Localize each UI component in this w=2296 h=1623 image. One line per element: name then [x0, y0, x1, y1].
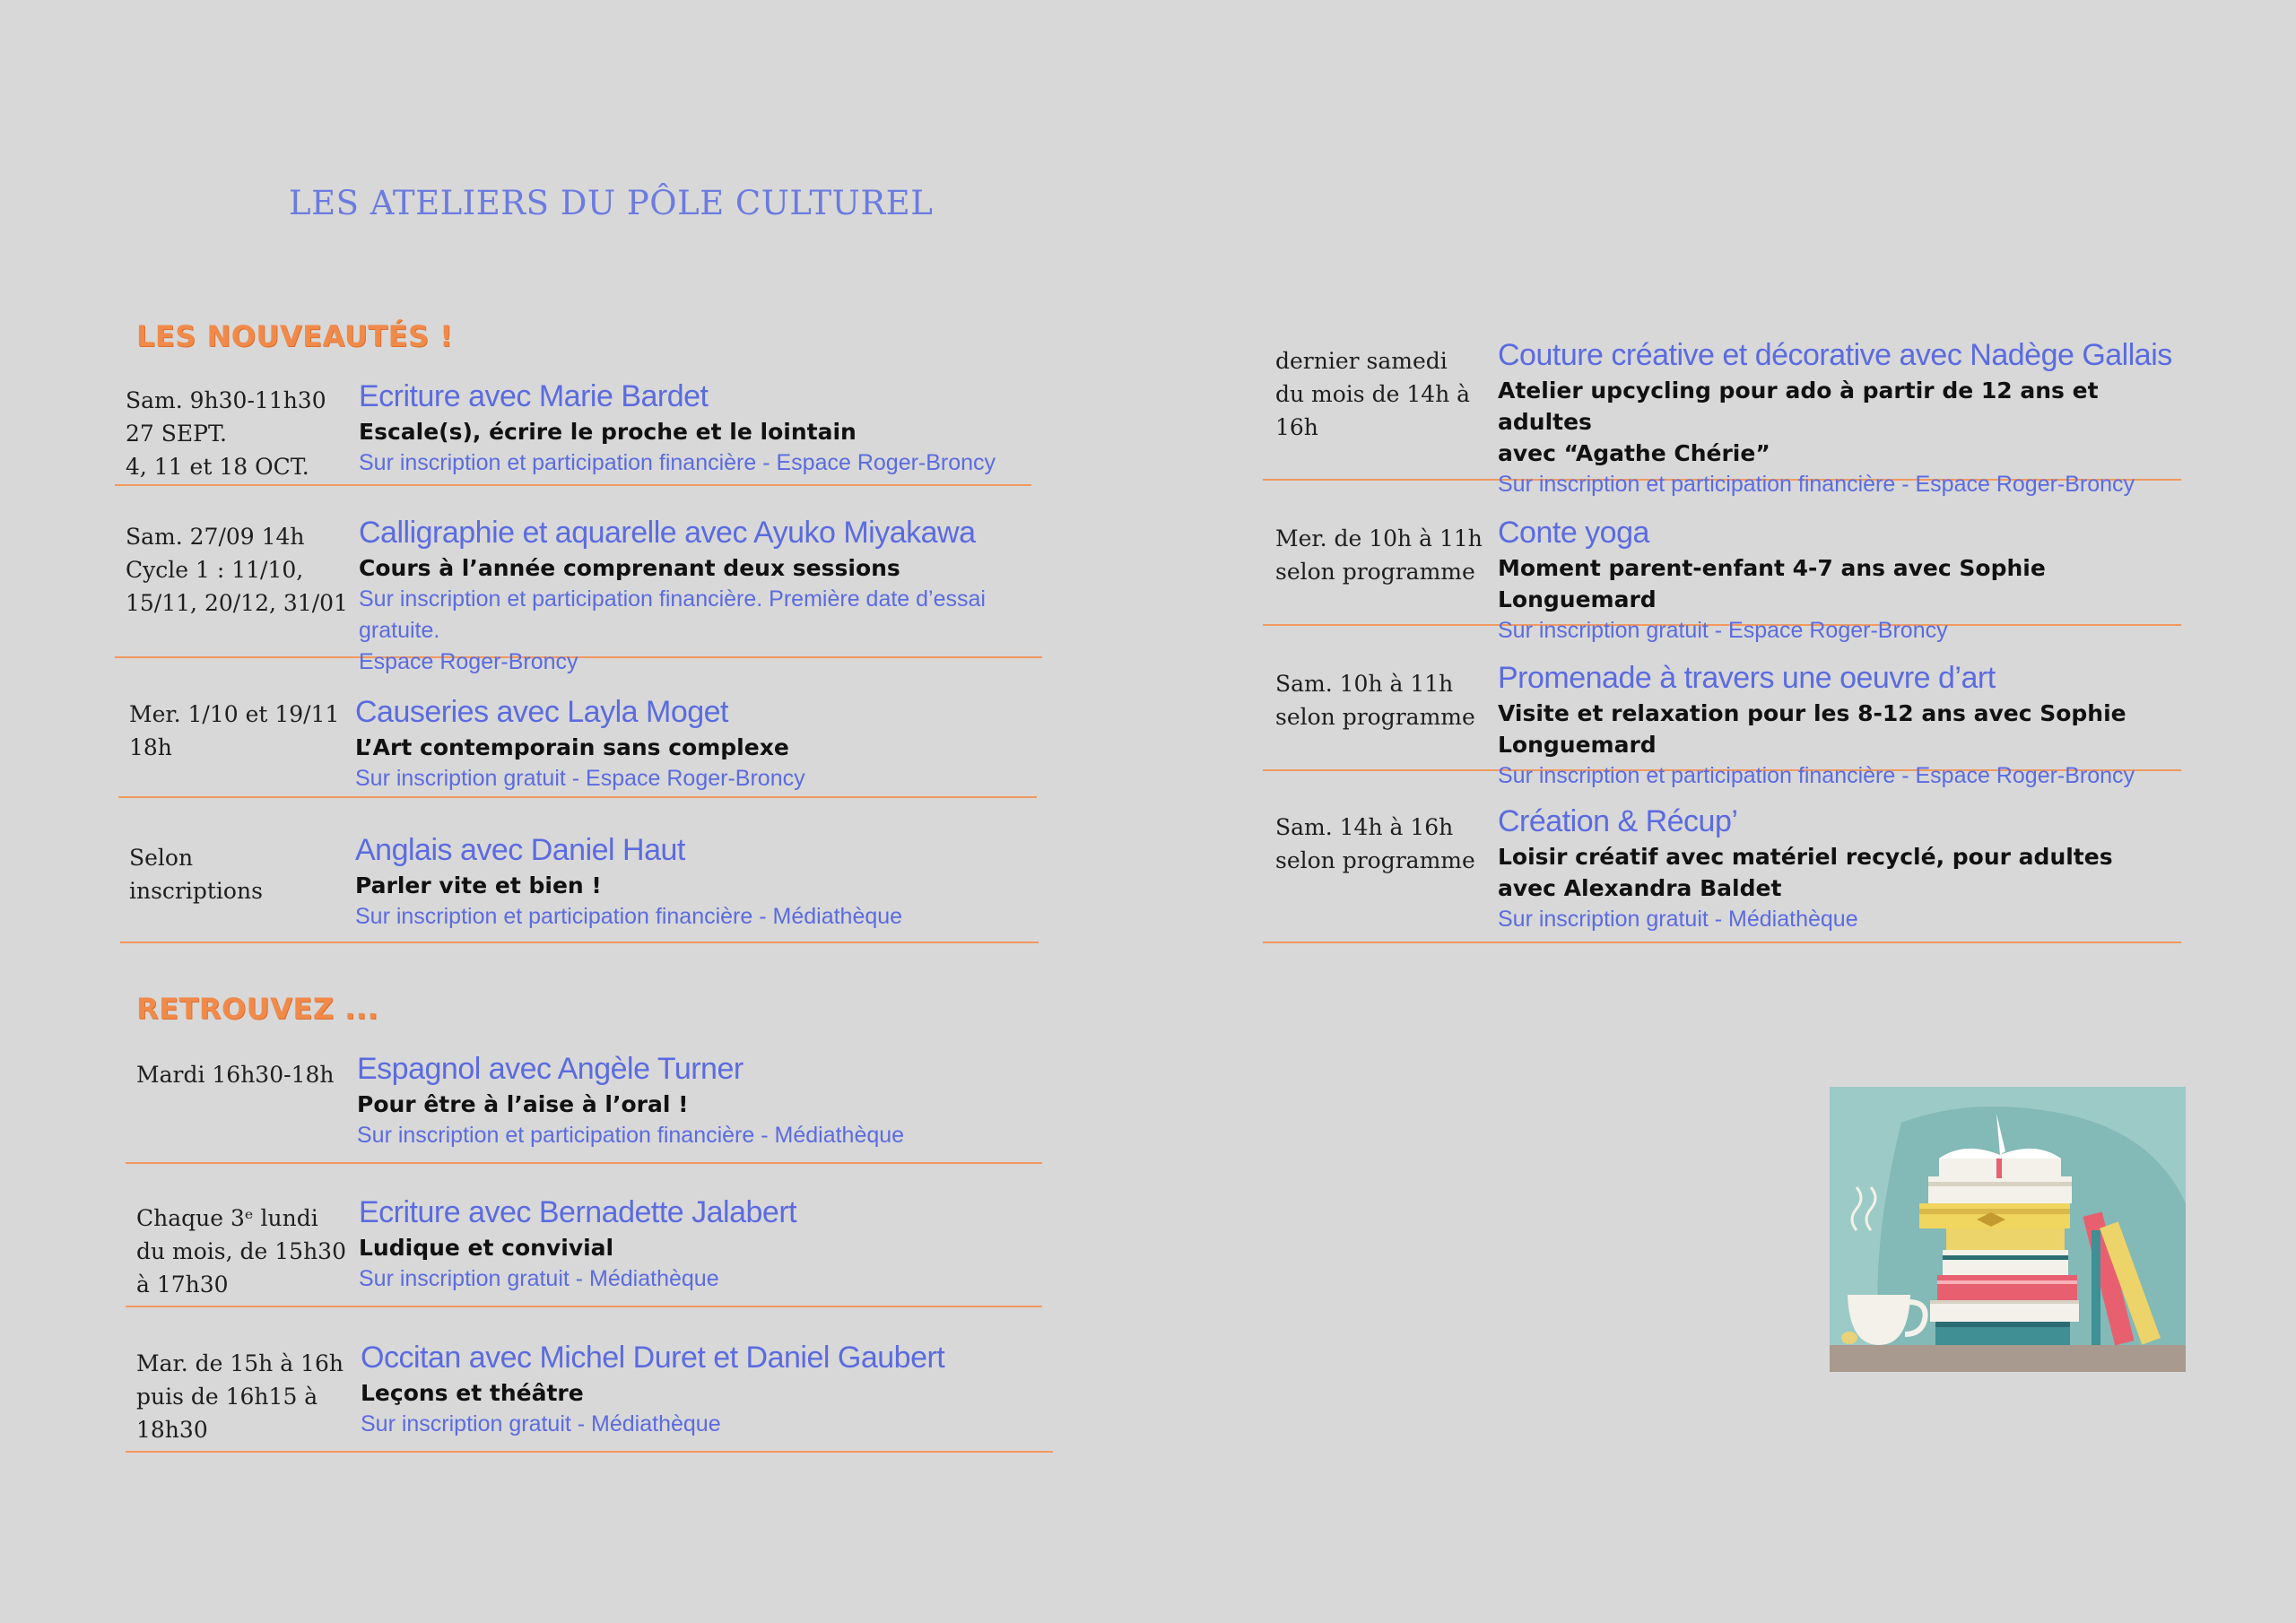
workshop-title: Conte yoga — [1498, 516, 1649, 550]
workshop-subtitle: Escale(s), écrire le proche et le lointain — [359, 419, 857, 445]
workshop-entry — [120, 830, 1039, 943]
workshop-schedule: Sam. 9h30-11h30 27 SEPT. 4, 11 et 18 OCT. — [126, 387, 326, 480]
workshop-entry — [126, 1049, 1042, 1164]
workshop-info: Sur inscription et participation financière - Espace Roger-Broncy — [1498, 763, 2135, 788]
workshop-schedule: Chaque 3ᵉ lundi du mois, de 15h30 à 17h30 — [136, 1205, 346, 1298]
workshop-title: Création & Récup’ — [1498, 804, 1738, 838]
workshop-title: Promenade à travers une oeuvre d’art — [1498, 661, 1996, 695]
workshop-entry — [115, 513, 1042, 674]
workshop-schedule: Sam. 10h à 11h selon programme — [1275, 671, 1475, 730]
workshop-schedule: Sam. 14h à 16h selon programme — [1275, 814, 1475, 873]
workshop-info: Sur inscription gratuit - Médiathèque — [1498, 907, 1858, 932]
workshop-schedule: Sam. 27/09 14h Cycle 1 : 11/10, 15/11, 20/12, 31/01 — [126, 524, 348, 616]
workshop-info: Sur inscription et participation financière - Espace Roger-Broncy — [359, 450, 996, 475]
workshop-subtitle: Parler vite et bien ! — [355, 872, 602, 898]
workshop-entry — [1263, 513, 2181, 643]
section-heading-again: RETROUVEZ ... — [136, 992, 379, 1026]
workshop-title: Ecriture avec Marie Bardet — [359, 379, 709, 413]
workshop-subtitle: Atelier upcycling pour ado à partir de 12 ans et adultes avec “Agathe Chérie” — [1498, 378, 2099, 466]
workshop-subtitle: Visite et relaxation pour les 8-12 ans avec Sophie Longuemard — [1498, 700, 2126, 758]
workshop-schedule: Mer. de 10h à 11h selon programme — [1275, 525, 1483, 585]
workshop-title: Calligraphie et aquarelle avec Ayuko Miyakawa — [359, 516, 976, 550]
workshop-title: Couture créative et décorative avec Nadège Gallais — [1498, 338, 2172, 372]
workshop-title: Causeries avec Layla Moget — [355, 695, 729, 729]
workshop-info: Sur inscription gratuit - Médiathèque — [361, 1411, 721, 1436]
workshop-entry — [118, 692, 1037, 798]
workshop-schedule: dernier samedi du mois de 14h à 16h — [1275, 348, 1471, 440]
books-illustration — [1830, 1087, 2186, 1372]
workshop-info: Sur inscription gratuit - Espace Roger-Broncy — [1498, 618, 1948, 643]
workshop-subtitle: Moment parent-enfant 4-7 ans avec Sophie Longuemard — [1498, 555, 2046, 612]
workshop-subtitle: Leçons et théâtre — [361, 1380, 584, 1406]
workshop-info: Sur inscription et participation financière - Espace Roger-Broncy — [1498, 472, 2135, 497]
workshop-schedule: Mar. de 15h à 16h puis de 16h15 à 18h30 — [136, 1350, 344, 1443]
workshop-title: Ecriture avec Bernadette Jalabert — [359, 1195, 797, 1229]
workshop-schedule: Selon inscriptions — [129, 845, 263, 904]
workshop-info: Sur inscription gratuit - Espace Roger-Broncy — [355, 766, 805, 791]
workshop-schedule: Mardi 16h30-18h — [136, 1062, 335, 1088]
workshop-title: Espagnol avec Angèle Turner — [357, 1052, 744, 1086]
workshop-subtitle: Loisir créatif avec matériel recyclé, pour adultes avec Alexandra Baldet — [1498, 844, 2113, 901]
workshop-entry — [1263, 335, 2181, 497]
page-title: LES ATELIERS DU PÔLE CULTUREL — [289, 184, 934, 222]
workshop-entry — [115, 377, 1031, 486]
workshop-entry — [1263, 802, 2181, 943]
workshop-info: Sur inscription et participation financière. Première date d’essai gratuite. Espace Roger-Broncy — [359, 586, 986, 674]
section-heading-new: LES NOUVEAUTÉS ! — [136, 319, 454, 353]
workshop-info: Sur inscription et participation financière - Médiathèque — [355, 904, 903, 929]
workshop-subtitle: Ludique et convivial — [359, 1235, 614, 1261]
workshop-entry — [126, 1193, 1042, 1307]
workshop-entry — [1263, 658, 2181, 788]
workshop-entry — [126, 1338, 1053, 1453]
workshop-info: Sur inscription gratuit - Médiathèque — [359, 1266, 719, 1291]
workshop-subtitle: Cours à l’année comprenant deux sessions — [359, 555, 900, 581]
workshop-title: Anglais avec Daniel Haut — [355, 833, 685, 867]
workshop-subtitle: L’Art contemporain sans complexe — [355, 734, 789, 760]
workshop-info: Sur inscription et participation financière - Médiathèque — [357, 1123, 905, 1148]
workshop-schedule: Mer. 1/10 et 19/11 18h — [129, 701, 340, 760]
workshop-title: Occitan avec Michel Duret et Daniel Gaubert — [361, 1341, 945, 1375]
workshop-subtitle: Pour être à l’aise à l’oral ! — [357, 1091, 689, 1117]
